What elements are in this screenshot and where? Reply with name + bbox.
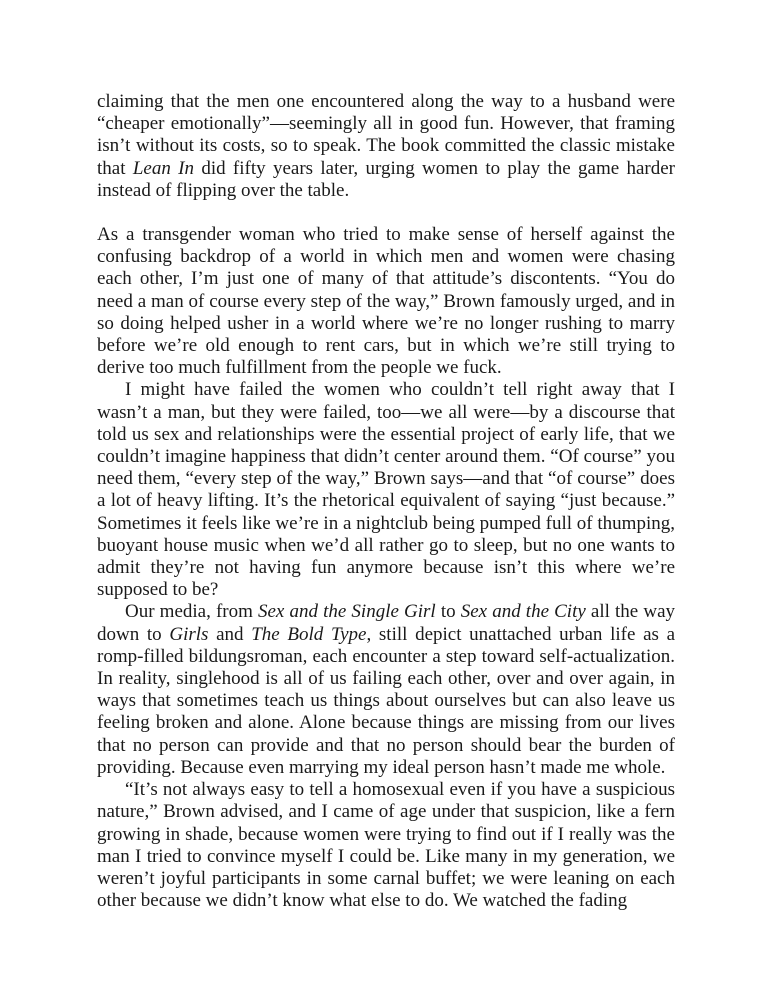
paragraph-4-title-sex-and-the-single-girl: Sex and the Single Girl	[258, 601, 436, 623]
paragraph-5-text: “It’s not always easy to tell a homosexual even if you have a suspicious nature,” Brown advised, and I came of age under that suspicion, like a fern growing in shade, because women were trying to find out if I really was the man I tried to convince myself I could be. Like many in my generation, we weren’t joyful participants in some carnal buffet; we were leaning on each other because we didn’t know what else to do. We watched the fading	[97, 779, 675, 912]
paragraph-4-text-1: Our media, from	[125, 601, 258, 623]
paragraph-1-text-2: did fifty years later, urging women to play the game harder instead of flipping over the table.	[97, 157, 676, 201]
paragraph-4-text-5: , still depict unattached urban life as a romp-filled bildungsroman, each encounter a step toward self-actualization. In reality, singlehood is all of us failing each other, over and over again, in ways that sometimes teach us things about ourselves but can also leave us feeling broken and alone. Alone because things are missing from our lives that no person can provide and that no person should bear the burden of providing. Because even marrying my ideal person hasn’t made me whole.	[97, 623, 676, 778]
book-page-text	[97, 91, 675, 912]
paragraph-2	[97, 224, 675, 379]
paragraph-3	[97, 379, 675, 601]
paragraph-4-text-3: all the way down to	[97, 601, 676, 645]
paragraph-4-title-girls: Girls	[169, 623, 209, 645]
paragraph-3-text: I might have failed the women who couldn’t tell right away that I wasn’t a man, but they were failed, too—we all were—by a discourse that told us sex and relationships were the essential project of early life, that we couldn’t imagine happiness that didn’t center around them. “Of course” you need them, “every step of the way,” Brown says—and that “of course” does a lot of heavy lifting. It’s the rhetorical equivalent of saying “just because.” Sometimes it feels like we’re in a nightclub being pumped full of thumping, buoyant house music when we’d all rather go to sleep, but no one wants to admit they’re not having fun anymore because isn’t this where we’re supposed to be?	[97, 379, 675, 601]
paragraph-1	[97, 91, 675, 202]
paragraph-2-text: As a transgender woman who tried to make sense of herself against the confusing backdrop of a world in which men and women were chasing each other, I’m just one of many of that attitude’s discontents. “You do need a man of course every step of the way,” Brown famously urged, and in so doing helped usher in a world where we’re no longer rushing to marry before we’re old enough to rent cars, but in which we’re still trying to derive too much fulfillment from the people we fuck.	[97, 224, 675, 379]
paragraph-gap	[97, 202, 675, 224]
paragraph-4-text-2: to	[435, 601, 461, 623]
paragraph-1-text-1: claiming that the men one encountered along the way to a husband were “cheaper emotionally”—seemingly all in good fun. However, that framing isn’t without its costs, so to speak. The book committed the classic mistake that	[97, 91, 675, 179]
paragraph-4-title-sex-and-the-city: Sex and the City	[460, 601, 586, 623]
paragraph-4	[97, 601, 675, 779]
paragraph-1-title-lean-in: Lean In	[132, 157, 194, 179]
paragraph-4-title-the-bold-type: The Bold Type	[251, 623, 367, 645]
paragraph-5	[97, 779, 675, 912]
paragraph-4-text-4: and	[208, 623, 252, 645]
